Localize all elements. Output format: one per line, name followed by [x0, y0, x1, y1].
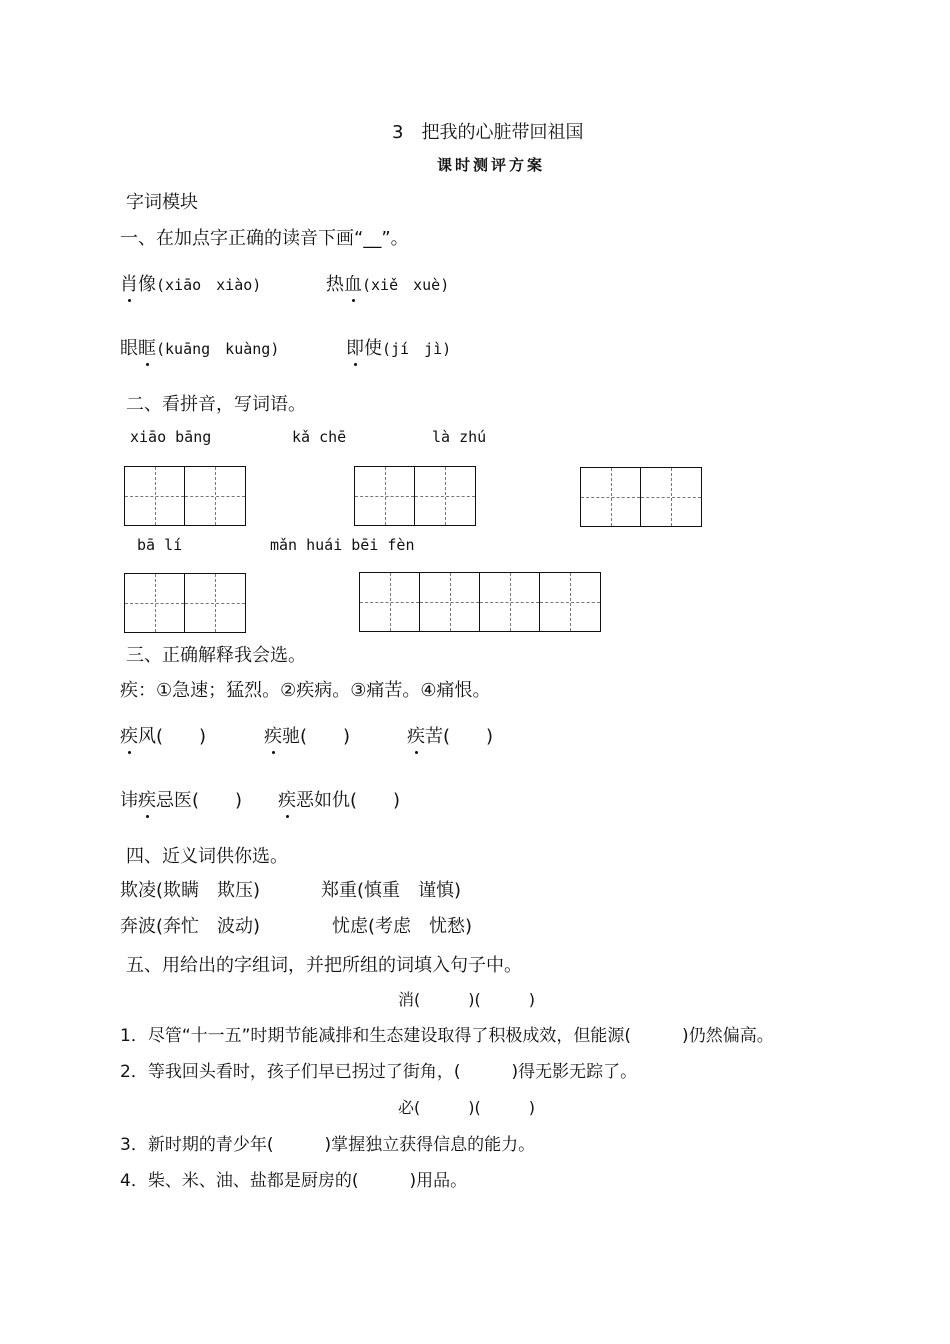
writing-grid-2[interactable]: [354, 466, 476, 526]
pinyin-2: kǎ chē: [292, 428, 347, 446]
pinyin-3: là zhú: [432, 428, 487, 446]
q3-item-5: 疾恶如仇( ): [278, 786, 400, 812]
page-subtitle: 课时测评方案: [437, 156, 546, 174]
q3-definition: 疾：①急速；猛烈。②疾病。③痛苦。④痛恨。: [120, 680, 491, 701]
q4-line-2: 郑重(慎重 谨慎): [321, 880, 462, 901]
q4-heading: 四、近义词供你选。: [126, 846, 288, 867]
writing-grid-4[interactable]: [124, 573, 246, 633]
q4-line-3: 奔波(奔忙 波动): [120, 916, 261, 937]
q4-line-1: 欺凌(欺瞒 欺压): [120, 880, 261, 901]
q5-char-1: 消( )( ): [398, 990, 535, 1009]
q3-item-3: 疾苦( ): [407, 722, 493, 748]
q5-sentence-2: 2．等我回头看时，孩子们早已拐过了街角，( )得无影无踪了。: [120, 1062, 638, 1082]
writing-grid-5[interactable]: [359, 572, 601, 632]
q5-char-2: 必( )( ): [398, 1098, 535, 1117]
q5-sentence-1: 1．尽管“十一五”时期节能减排和生态建设取得了积极成效，但能源( )仍然偏高。: [120, 1026, 774, 1046]
pinyin-5: mǎn huái bēi fèn: [270, 536, 415, 554]
q3-item-4: 讳疾忌医( ): [120, 786, 242, 812]
writing-grid-1[interactable]: [124, 466, 246, 526]
q1-heading: 一、在加点字正确的读音下画“__”。: [120, 228, 409, 249]
pinyin-1: xiāo bāng: [130, 428, 212, 446]
q1-item-1: 肖像(xiāo xiào): [120, 270, 261, 296]
pinyin-4: bā lí: [137, 536, 183, 554]
q5-sentence-3: 3．新时期的青少年( )掌握独立获得信息的能力。: [120, 1135, 536, 1155]
module-label: 字词模块: [126, 192, 198, 213]
q1-item-2: 热血(xiě xuè): [326, 270, 449, 296]
writing-grid-3[interactable]: [580, 467, 702, 527]
q5-heading: 五、用给出的字组词，并把所组的词填入句子中。: [126, 955, 522, 976]
q3-heading: 三、正确解释我会选。: [126, 645, 306, 666]
q3-item-1: 疾风( ): [120, 722, 206, 748]
q2-heading: 二、看拼音，写词语。: [126, 394, 306, 415]
q1-item-3: 眼眶(kuāng kuàng): [120, 334, 279, 360]
page-title: 3 把我的心脏带回祖国: [392, 122, 584, 143]
q4-line-4: 忧虑(考虑 忧愁): [332, 916, 473, 937]
q3-item-2: 疾驰( ): [264, 722, 350, 748]
q5-sentence-4: 4．柴、米、油、盐都是厨房的( )用品。: [120, 1171, 468, 1191]
q1-item-4: 即使(jí jì): [346, 334, 451, 360]
